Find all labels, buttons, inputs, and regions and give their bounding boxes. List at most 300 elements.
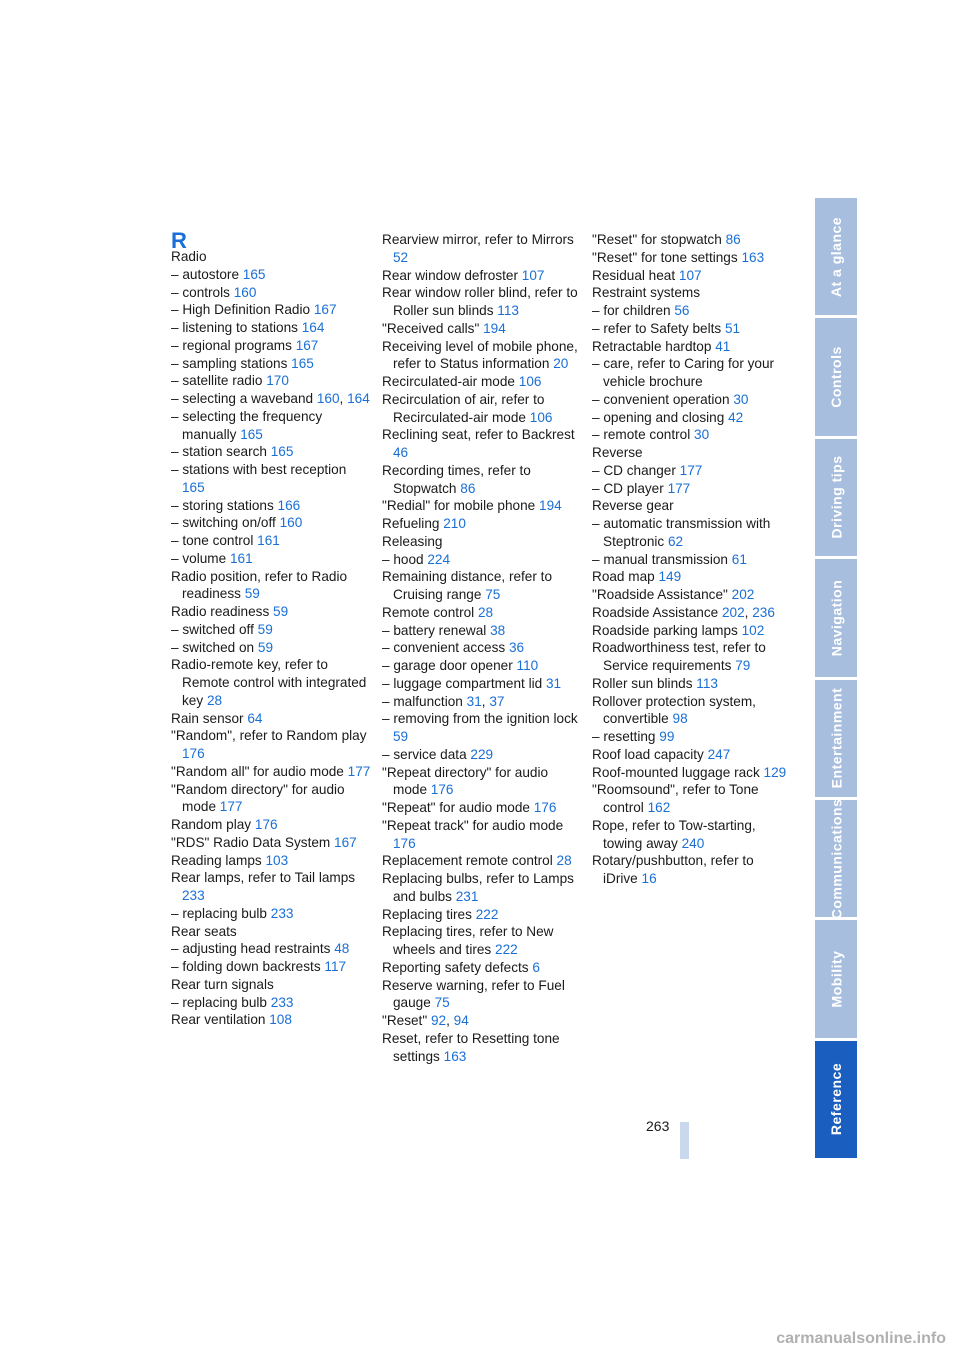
- page-link[interactable]: 149: [658, 569, 682, 585]
- index-entry-text: "Random", refer to Random play: [171, 728, 367, 744]
- index-entry: [382, 338, 582, 374]
- index-entry: [592, 852, 792, 888]
- page-link[interactable]: 160: [233, 284, 257, 300]
- page-link[interactable]: 202: [721, 604, 745, 620]
- index-entry: [171, 994, 371, 1012]
- chapter-tab-label: Reference: [828, 1063, 845, 1136]
- page-link[interactable]: 59: [244, 586, 260, 602]
- index-entry: [171, 781, 371, 817]
- index-entry: [171, 514, 371, 532]
- page-link[interactable]: 46: [393, 445, 409, 460]
- index-entry-text: – sampling stations: [171, 355, 288, 371]
- index-entry: – selecting a waveband 160, 164: [171, 391, 370, 406]
- page-link[interactable]: 129: [763, 764, 787, 780]
- index-entry-text: – selecting the frequency manually: [171, 408, 323, 442]
- index-entry-text: – switching on/off: [171, 515, 276, 531]
- chapter-tab[interactable]: [815, 800, 857, 917]
- index-entry: [171, 621, 371, 639]
- index-entry: [592, 231, 792, 249]
- index-entry: [171, 656, 371, 709]
- chapter-tab[interactable]: [815, 439, 857, 556]
- index-entry-text: "RDS" Radio Data System: [171, 834, 331, 850]
- index-entry: [592, 480, 792, 498]
- page-link[interactable]: 177: [347, 763, 371, 779]
- index-entry-text: "Reset" for stopwatch: [592, 232, 722, 247]
- page-link[interactable]: 202: [731, 587, 755, 602]
- index-entry-text: Refueling: [382, 516, 440, 531]
- page-link[interactable]: 177: [219, 799, 243, 815]
- page-link[interactable]: 28: [477, 604, 494, 620]
- index-entry-text: – replacing bulb: [171, 994, 267, 1010]
- index-entry-text: – opening and closing: [592, 409, 725, 425]
- chapter-tab-label: At a glance: [828, 216, 845, 297]
- chapter-tab[interactable]: [815, 198, 857, 315]
- index-entry-text: Recording times, refer to Stopwatch: [382, 462, 531, 496]
- index-entry: [382, 959, 582, 977]
- chapter-tab[interactable]: [815, 920, 857, 1037]
- page-link[interactable]: 194: [483, 320, 506, 336]
- index-entry: [382, 622, 582, 640]
- page-link[interactable]: 167: [295, 337, 319, 353]
- index-entry-text: – manual transmission: [592, 551, 728, 567]
- page-link[interactable]: 37: [489, 693, 505, 709]
- page-link[interactable]: 75: [434, 995, 450, 1011]
- index-entry-text: – High Definition Radio: [171, 302, 311, 318]
- index-entry-text: Rain sensor: [171, 710, 244, 726]
- index-entry-text: "Roomsound", refer to Tone control: [592, 782, 759, 815]
- index-entry: [592, 426, 792, 444]
- index-entry: [382, 764, 582, 800]
- index-entry: [171, 905, 371, 923]
- index-entry-text: – folding down backrests: [171, 959, 321, 974]
- index-entry-text: "Roadside Assistance": [592, 587, 728, 602]
- index-entry-text: Radio-remote key, refer to Remote control with integrated key: [171, 657, 367, 708]
- page-link[interactable]: 165: [291, 355, 314, 371]
- chapter-tab[interactable]: [815, 680, 857, 797]
- index-entry: [171, 958, 371, 976]
- index-entry-text: Roadworthiness test, refer to Service requirements: [592, 640, 766, 673]
- index-entry: [171, 603, 371, 621]
- page-link[interactable]: 61: [731, 551, 747, 567]
- index-entry: [171, 443, 371, 461]
- index-entry-text: Rear ventilation: [171, 1012, 266, 1028]
- page-number: 263: [646, 1118, 670, 1134]
- index-entry: [382, 515, 582, 533]
- page-link[interactable]: 31: [466, 693, 482, 709]
- index-entry-text: – switched on: [171, 639, 255, 655]
- page-link[interactable]: 240: [681, 835, 705, 851]
- index-entry-text: – station search: [171, 444, 267, 460]
- index-entry: [382, 710, 582, 746]
- index-entry: [171, 976, 371, 994]
- index-entry: [592, 568, 792, 586]
- index-entry: [171, 923, 371, 941]
- index-entry-text: – for children: [592, 303, 671, 318]
- index-entry-text: Rope, refer to Tow-starting, towing away: [592, 817, 756, 851]
- index-entry-text: Replacing tires, refer to New wheels and tires: [382, 924, 554, 957]
- page-link[interactable]: 102: [741, 622, 765, 638]
- index-entry: [592, 746, 792, 764]
- index-entry-text: Reading lamps: [171, 852, 262, 868]
- index-entry: [171, 461, 371, 497]
- index-entry: [171, 319, 371, 337]
- page-link[interactable]: 30: [694, 427, 710, 443]
- index-entry-text: Reclining seat, refer to Backrest: [382, 427, 575, 443]
- index-entry-text: – remote control: [592, 427, 691, 443]
- index-entry: [592, 675, 792, 693]
- index-entry: [382, 231, 582, 267]
- index-entry: [171, 408, 371, 444]
- page-link[interactable]: 229: [470, 746, 494, 762]
- index-entry: [592, 391, 792, 409]
- index-entry: [592, 622, 792, 640]
- index-entry: [171, 266, 371, 284]
- index-entry: [382, 639, 582, 657]
- index-entry: [171, 568, 371, 604]
- page-link[interactable]: 99: [659, 729, 675, 744]
- index-entry: [382, 923, 582, 959]
- page-link[interactable]: 79: [735, 658, 751, 673]
- page-link[interactable]: 48: [334, 941, 350, 957]
- index-entry-text: Reverse gear: [592, 498, 674, 514]
- page-link[interactable]: 51: [725, 320, 741, 336]
- page-link[interactable]: 41: [715, 338, 731, 354]
- chapter-tab[interactable]: [815, 1041, 857, 1158]
- chapter-tab[interactable]: [815, 318, 857, 435]
- page-link[interactable]: 113: [696, 675, 718, 691]
- index-entry-text: – battery renewal: [382, 622, 487, 638]
- index-entry-text: – automatic transmission with Steptronic: [592, 516, 771, 549]
- chapter-tab-label: Navigation: [828, 579, 845, 657]
- index-entry: [382, 320, 582, 338]
- index-entry-text: Rear turn signals: [171, 976, 274, 992]
- index-entry-text: Rotary/pushbutton, refer to iDrive: [592, 853, 754, 886]
- index-entry-text: – luggage compartment lid: [382, 675, 543, 691]
- page-link[interactable]: 176: [393, 835, 416, 851]
- index-entry-text: Rear window defroster: [382, 267, 518, 283]
- section-letter: R: [171, 228, 187, 253]
- index-entry-text: Rear seats: [171, 923, 237, 939]
- index-entry-text: Radio: [171, 249, 207, 264]
- index-entry: [592, 338, 792, 356]
- page-link[interactable]: 224: [427, 551, 451, 567]
- index-entry-text: – volume: [171, 550, 227, 566]
- page-link[interactable]: 167: [313, 302, 337, 318]
- index-entry-text: – listening to stations: [171, 320, 298, 335]
- index-entry-text: "Reset" for tone settings: [592, 249, 738, 265]
- page-link[interactable]: 64: [247, 710, 263, 726]
- page-link[interactable]: 62: [668, 533, 684, 549]
- page-link[interactable]: 94: [453, 1013, 469, 1028]
- index-entry-text: – convenient access: [382, 640, 506, 656]
- index-entry: [171, 497, 371, 515]
- index-entry: [592, 515, 792, 551]
- index-entry: [171, 727, 371, 763]
- index-entry-text: Retractable hardtop: [592, 338, 712, 354]
- page-link[interactable]: 59: [393, 729, 409, 744]
- page-link[interactable]: 166: [277, 497, 301, 513]
- index-entry: [171, 355, 371, 373]
- page-link[interactable]: 92: [430, 1013, 447, 1028]
- page-link[interactable]: 222: [475, 906, 499, 922]
- page-link[interactable]: 163: [443, 1048, 467, 1064]
- page-link[interactable]: 247: [707, 746, 731, 762]
- index-entry-text: – refer to Safety belts: [592, 320, 722, 336]
- index-entry-text: Roadside Assistance: [592, 604, 719, 620]
- page-link[interactable]: 42: [728, 409, 744, 425]
- page-link[interactable]: 163: [741, 249, 765, 265]
- page-link[interactable]: 16: [641, 871, 657, 886]
- index-entry-text: – malfunction: [382, 693, 463, 709]
- index-entry: – malfunction 31, 37: [382, 693, 505, 709]
- page-link[interactable]: 236: [752, 604, 775, 620]
- index-entry: [382, 284, 582, 320]
- index-entry-text: "Redial" for mobile phone: [382, 498, 536, 514]
- index-entry-text: Replacing tires: [382, 906, 472, 922]
- page-link[interactable]: 106: [529, 409, 553, 425]
- index-entry-text: "Received calls": [382, 320, 480, 336]
- chapter-tab-label: Communications: [828, 798, 845, 919]
- index-entry: [382, 373, 582, 391]
- page-link[interactable]: 6: [532, 959, 540, 975]
- index-entry: [592, 409, 792, 427]
- index-entry: [382, 852, 582, 870]
- page-link[interactable]: 233: [182, 888, 205, 903]
- index-entry-text: Recirculated-air mode: [382, 374, 515, 389]
- index-entry: [592, 462, 792, 480]
- index-entry: [171, 337, 371, 355]
- page-link[interactable]: 106: [518, 374, 542, 389]
- index-entry-text: "Repeat track" for audio mode: [382, 817, 564, 833]
- page-link[interactable]: 160: [316, 391, 340, 406]
- index-entry-text: Road map: [592, 569, 655, 585]
- index-entry-text: – replacing bulb: [171, 905, 267, 921]
- page-link[interactable]: 31: [545, 675, 562, 691]
- index-entry-text: Radio position, refer to Radio readiness: [171, 568, 348, 602]
- index-entry: [382, 675, 582, 693]
- index-entry-text: Receiving level of mobile phone, refer to Status information: [382, 338, 578, 372]
- page-link[interactable]: 233: [270, 994, 294, 1010]
- index-entry: [592, 551, 792, 569]
- page-link[interactable]: 176: [430, 782, 454, 798]
- page-link[interactable]: 176: [254, 817, 278, 832]
- page-link[interactable]: 167: [334, 834, 357, 850]
- page-link[interactable]: 38: [490, 622, 506, 638]
- index-entry: [382, 568, 582, 604]
- index-entry-text: Residual heat: [592, 267, 676, 283]
- page-link[interactable]: 86: [460, 480, 476, 496]
- page-link[interactable]: 108: [269, 1012, 292, 1028]
- watermark: carmanualsonline.info: [776, 1330, 946, 1347]
- index-entry: [382, 462, 582, 498]
- page-link[interactable]: 98: [672, 711, 688, 727]
- index-entry: [382, 1030, 582, 1066]
- index-entry: [382, 906, 582, 924]
- chapter-tabs: [815, 197, 857, 1160]
- index-entry-text: Reporting safety defects: [382, 959, 529, 975]
- page-link[interactable]: 164: [347, 391, 370, 406]
- index-entry-text: Replacement remote control: [382, 853, 553, 869]
- index-entry: [592, 249, 792, 267]
- index-entry-text: "Repeat directory" for audio mode: [382, 764, 549, 798]
- page-link[interactable]: 110: [516, 658, 539, 673]
- page-link[interactable]: 165: [182, 479, 205, 495]
- page-link[interactable]: 59: [257, 621, 273, 637]
- page-link[interactable]: 165: [240, 426, 263, 442]
- page-link[interactable]: 117: [324, 959, 347, 974]
- index-entry-text: Reserve warning, refer to Fuel gauge: [382, 977, 565, 1011]
- page-link[interactable]: 231: [455, 888, 479, 904]
- index-entry-text: Releasing: [382, 533, 443, 549]
- index-entry-text: Roof load capacity: [592, 746, 704, 762]
- page-link[interactable]: 113: [497, 303, 519, 318]
- index-entry-text: "Reset": [382, 1013, 428, 1028]
- index-entry: [171, 1011, 371, 1029]
- index-entry-text: Roadside parking lamps: [592, 622, 738, 638]
- chapter-tab[interactable]: [815, 559, 857, 676]
- index-entry: [382, 870, 582, 906]
- page-link[interactable]: 107: [521, 267, 545, 283]
- page-link[interactable]: 56: [674, 303, 690, 318]
- index-entry: [592, 302, 792, 320]
- index-entry-text: – service data: [382, 746, 467, 762]
- index-entry: [171, 248, 371, 266]
- index-entry: [592, 817, 792, 853]
- index-entry: [171, 816, 371, 834]
- page-link[interactable]: 170: [266, 373, 289, 389]
- page-link[interactable]: 194: [539, 498, 562, 514]
- page-link[interactable]: 210: [443, 516, 466, 531]
- index-entry: [592, 781, 792, 817]
- page-link[interactable]: 59: [257, 639, 274, 655]
- index-entry: [171, 940, 371, 958]
- index-entry-text: Rear window roller blind, refer to Roller sun blinds: [382, 285, 578, 318]
- index-entry-text: Reverse: [592, 445, 643, 460]
- index-entry-text: Roller sun blinds: [592, 675, 693, 691]
- index-entry-text: – tone control: [171, 533, 254, 548]
- page-link[interactable]: 161: [229, 550, 253, 566]
- page-link[interactable]: 164: [301, 320, 325, 335]
- index-entry: [171, 869, 371, 905]
- page-link[interactable]: 36: [508, 640, 525, 656]
- index-entry-text: – autostore: [171, 266, 240, 282]
- index-entry: [171, 284, 371, 302]
- page-link[interactable]: 52: [393, 249, 409, 265]
- page-link[interactable]: 161: [257, 533, 280, 548]
- index-entry: [171, 834, 371, 852]
- page-link[interactable]: 176: [182, 746, 205, 761]
- index-entry: [382, 391, 582, 427]
- page-link[interactable]: 30: [733, 391, 749, 407]
- index-entry-text: Rear lamps, refer to Tail lamps: [171, 870, 356, 886]
- page-link[interactable]: 177: [679, 462, 703, 478]
- index-entry-text: – satellite radio: [171, 373, 263, 389]
- index-entry: [592, 693, 792, 729]
- chapter-tab-label: Controls: [828, 346, 844, 408]
- index-column-1: [171, 248, 371, 1029]
- index-entry-text: – selecting a waveband: [171, 391, 314, 406]
- index-entry: [171, 550, 371, 568]
- index-entry: [171, 852, 371, 870]
- index-entry: [592, 639, 792, 675]
- index-entry: [382, 551, 582, 569]
- index-entry-text: – CD player: [592, 480, 664, 496]
- page-link[interactable]: 86: [725, 232, 741, 247]
- index-entry-text: – controls: [171, 284, 230, 300]
- index-entry: [382, 746, 582, 764]
- index-entry: [592, 320, 792, 338]
- page-link[interactable]: 165: [270, 444, 294, 460]
- index-entry: [382, 267, 582, 285]
- index-entry-text: – care, refer to Caring for your vehicle brochure: [592, 356, 775, 389]
- index-entry: [382, 497, 582, 515]
- index-entry-text: Remaining distance, refer to Cruising range: [382, 569, 553, 602]
- index-entry-text: Reset, refer to Resetting tone settings: [382, 1030, 560, 1064]
- index-entry-text: "Random directory" for audio mode: [171, 781, 345, 815]
- index-entry: [382, 533, 582, 551]
- index-entry: [592, 284, 792, 302]
- index-entry: [171, 372, 371, 390]
- index-entry: "Reset" 92, 94: [382, 1013, 469, 1028]
- index-entry: [171, 710, 371, 728]
- page-link[interactable]: 20: [553, 356, 569, 372]
- index-entry-text: – regional programs: [171, 337, 292, 353]
- index-entry: [382, 799, 582, 817]
- index-entry-text: Rollover protection system, convertible: [592, 693, 756, 727]
- page-link[interactable]: 177: [667, 480, 691, 496]
- page-link[interactable]: 162: [647, 800, 671, 815]
- index-entry: [592, 267, 792, 285]
- index-entry-text: Replacing bulbs, refer to Lamps and bulbs: [382, 871, 574, 904]
- index-entry: [171, 639, 371, 657]
- page-link[interactable]: 165: [242, 266, 266, 282]
- page-link[interactable]: 59: [273, 604, 289, 619]
- index-entry-text: – removing from the ignition lock: [382, 711, 578, 727]
- index-entry: [592, 444, 792, 462]
- index-entry-text: – resetting: [592, 729, 656, 744]
- index-entry: [171, 301, 371, 319]
- page-link[interactable]: 160: [279, 515, 303, 531]
- index-entry: [382, 604, 582, 622]
- page-link[interactable]: 75: [485, 587, 501, 602]
- page-marker-bar: [680, 1122, 689, 1159]
- page-link[interactable]: 103: [265, 852, 289, 868]
- chapter-tab-label: Driving tips: [828, 455, 845, 539]
- index-entry: [382, 977, 582, 1013]
- index-entry: [592, 728, 792, 746]
- index-entry-text: Recirculation of air, refer to Recirculated-air mode: [382, 391, 545, 425]
- page-link[interactable]: 28: [556, 853, 572, 869]
- index-entry: [382, 657, 582, 675]
- index-column-2: [382, 231, 582, 1065]
- page-link[interactable]: 107: [678, 267, 702, 283]
- index-entry-text: Remote control: [382, 604, 475, 620]
- index-entry-text: "Repeat" for audio mode: [382, 800, 530, 815]
- chapter-tab-label: Entertainment: [828, 687, 844, 789]
- index-entry-text: Restraint systems: [592, 285, 701, 301]
- page-link[interactable]: 222: [495, 942, 518, 957]
- page-link[interactable]: 233: [270, 905, 294, 921]
- index-entry: [171, 763, 371, 781]
- index-entry-text: – garage door opener: [382, 658, 513, 673]
- index-entry-text: Rearview mirror, refer to Mirrors: [382, 232, 574, 247]
- index-entry: Roadside Assistance 202, 236: [592, 604, 775, 620]
- index-entry-text: Radio readiness: [171, 604, 270, 619]
- index-entry-text: – storing stations: [171, 497, 274, 513]
- page-link[interactable]: 28: [206, 692, 223, 708]
- page-link[interactable]: 176: [533, 800, 557, 815]
- index-entry-text: – switched off: [171, 621, 254, 637]
